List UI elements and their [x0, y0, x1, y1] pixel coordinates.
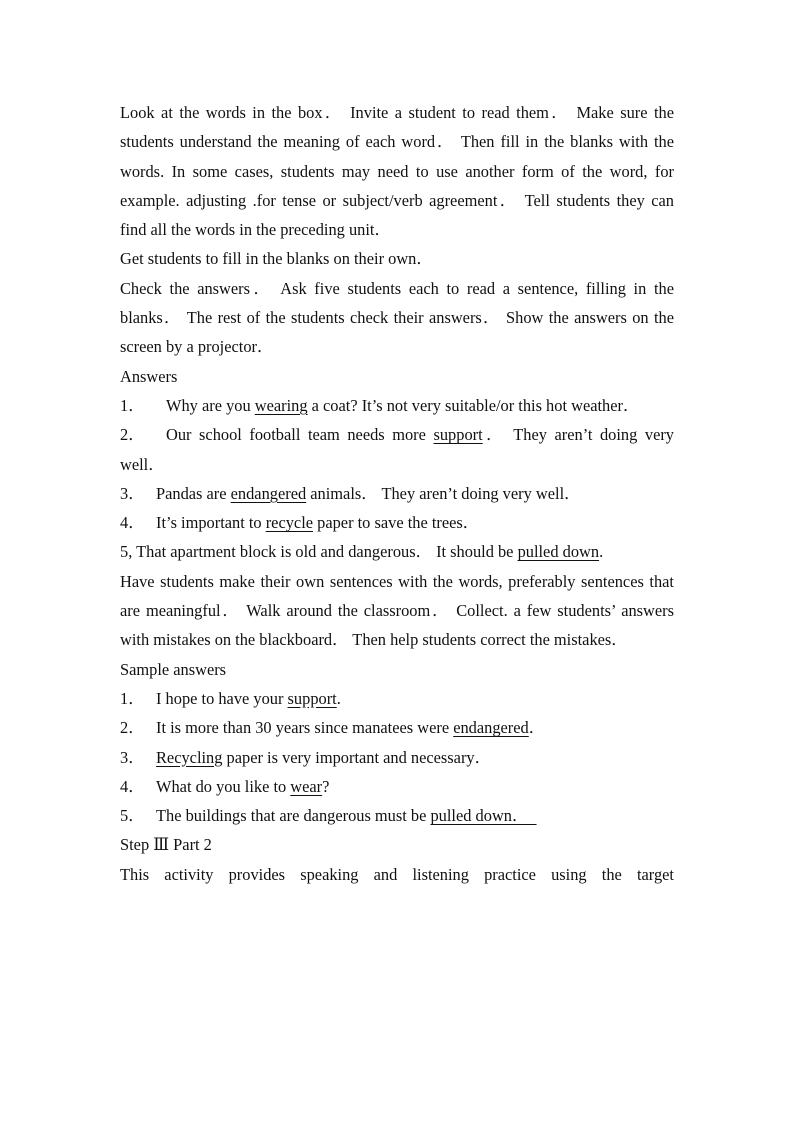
- activity-paragraph: This activity provides speaking and listening practice using the target: [120, 864, 674, 884]
- answer-text: a coat? It’s not very suitable/or this hot weather．: [307, 395, 640, 415]
- answer-word: endangered: [230, 483, 307, 503]
- sample-word: wear: [290, 776, 323, 796]
- answer-text: Our school football team needs more: [166, 425, 434, 445]
- sample-item-4: [120, 772, 674, 801]
- sample-number: 5．: [120, 806, 145, 826]
- sample-text: It is more than 30 years since manatees were: [156, 718, 454, 738]
- answer-number: 4．: [120, 513, 145, 533]
- answer-word: pulled down: [517, 542, 600, 562]
- sample-item-3: [120, 743, 674, 772]
- answer-text: .: [599, 542, 604, 562]
- document-page: [120, 98, 674, 889]
- check-paragraph: Check the answers． Ask five students each to read a sentence, filling in the blanks． The rest of the students check their answers． Show the answers on the screen by a projector．: [120, 278, 674, 357]
- step-numeral: Ⅲ: [153, 835, 170, 855]
- sample-word: Recycling: [156, 747, 223, 767]
- answer-item-4: [120, 508, 674, 537]
- answer-word: recycle: [265, 513, 314, 533]
- answers-heading: Answers: [120, 366, 178, 386]
- sample-item-2: [120, 713, 674, 742]
- answer-text: ． They aren’t doing very well．: [120, 425, 674, 474]
- sample-word: pulled down．: [430, 806, 537, 826]
- sample-text: The buildings that are dangerous must be: [156, 806, 431, 826]
- sample-number: 3．: [120, 747, 145, 767]
- answer-item-1: [120, 391, 674, 420]
- sample-text: ．: [528, 718, 546, 738]
- sample-text: I hope to have your: [156, 688, 288, 708]
- fill-instruction: Get students to fill in the blanks on their own．: [120, 249, 433, 269]
- sample-text: What do you like to: [156, 776, 291, 796]
- step-heading: [120, 830, 674, 859]
- sample-item-1: [120, 684, 674, 713]
- sample-text: paper is very important and necessary．: [222, 747, 491, 767]
- answer-text: Why are you: [166, 395, 255, 415]
- step-part: Part 2: [173, 835, 212, 855]
- sample-item-5: [120, 801, 674, 830]
- sample-heading: Sample answers: [120, 659, 227, 679]
- answer-text: paper to save the trees．: [313, 513, 480, 533]
- answer-text: animals． They aren’t doing very well．: [306, 483, 581, 503]
- answer-text: Pandas are: [156, 483, 231, 503]
- sample-word: endangered: [453, 718, 529, 738]
- answer-item-2: [120, 420, 674, 479]
- sample-text: .: [336, 688, 341, 708]
- answer-text: That apartment block is old and dangerous． It should be: [136, 542, 518, 562]
- sample-number: 1．: [120, 688, 145, 708]
- answer-number: 2．: [120, 425, 145, 445]
- answer-number: 3．: [120, 483, 145, 503]
- answer-number: 1．: [120, 395, 145, 415]
- answer-item-5: [120, 537, 674, 566]
- step-label: Step: [120, 835, 150, 855]
- sample-number: 2．: [120, 718, 145, 738]
- sample-word: support: [287, 688, 337, 708]
- own-sentences-paragraph: Have students make their own sentences with the words, preferably sentences that are meaningful． Walk around the classroom． Collect. a few students’ answers with mistakes on the blackboard． Then help students correct the mistakes．: [120, 571, 674, 650]
- sample-text: ?: [322, 776, 330, 796]
- answer-text: It’s important to: [156, 513, 266, 533]
- answer-number: 5,: [120, 542, 133, 562]
- answer-item-3: [120, 479, 674, 508]
- answer-word: wearing: [254, 395, 308, 415]
- intro-paragraph: Look at the words in the box． Invite a student to read them． Make sure the students understand the meaning of each word． Then fill in the blanks with the words. In some cases, students may need to use another form of the word, for example. adjusting .for tense or subject/verb agreement． Tell students they can find all the words in the preceding unit．: [120, 103, 674, 240]
- sample-number: 4．: [120, 776, 145, 796]
- answer-word: support: [433, 425, 483, 445]
